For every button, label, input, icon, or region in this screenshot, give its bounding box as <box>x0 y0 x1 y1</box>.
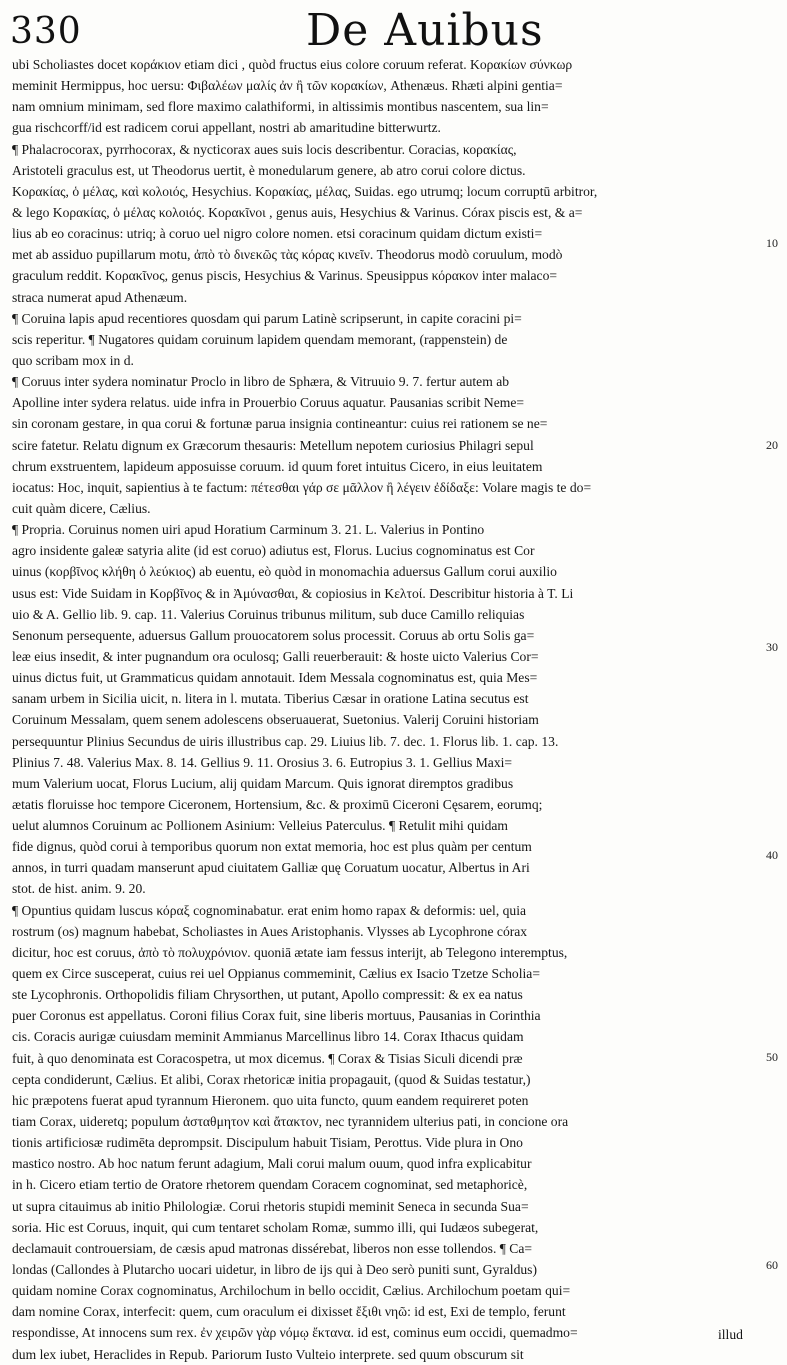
text-line: scis reperitur. ¶ Nugatores quidam coruinum lapidem quendam memorant, (rappenstein) de <box>12 331 508 347</box>
text-line: mum Valerium uocat, Florus Lucium, alij quidam Marcum. Quis ignorat diremptos gradibus <box>12 775 514 791</box>
text-line: tionis artificiosæ rudimēta deprompsit. Discipulum habuit Tisiam, Perottus. Vide plura in Ono <box>12 1135 523 1151</box>
text-line: straca numerat apud Athenæum. <box>12 289 188 305</box>
text-line: ¶ Propria. Coruinus nomen uiri apud Horatium Carminum 3. 21. L. Valerius in Pontino <box>12 522 485 538</box>
margin-line-number: 40 <box>766 848 778 862</box>
text-line: rostrum (os) magnum habebat, Scholiastes in Aues Aristophanis. Vlysses ab Lycophrone córax <box>12 923 528 939</box>
text-line: Apolline inter sydera relatus. uide infra in Prouerbio Coruus aquatur. Pausanias scribit Neme= <box>12 395 525 411</box>
text-line: stot. de hist. anim. 9. 20. <box>12 881 146 897</box>
text-line: dicitur, hoc est coruus, ἀπὸ τὸ πολυχρόνιον. quoniā ætate iam fessus interijt, ab Telegono interemptus, <box>12 944 568 960</box>
text-line: cuit quàm dicere, Cælius. <box>12 500 151 516</box>
text-line: cepta condiderunt, Cælius. Et alibi, Corax rhetoricæ initia propagauit, (quod & Suidas testatur,) <box>12 1071 531 1087</box>
margin-line-number: 50 <box>766 1050 778 1064</box>
text-line: cis. Coracis aurigæ cuiusdam meminit Ammianus Marcellinus libro 14. Corax Ithacus quidam <box>12 1029 524 1045</box>
text-line: graculum reddit. Κορακῖνος, genus piscis, Hesychius & Varinus. Speusippus κόρακον inter malaco= <box>12 268 558 284</box>
text-line: soria. Hic est Coruus, inquit, qui cum tentaret scholam Romæ, summo illi, qui Iudæos subegerat, <box>12 1219 539 1235</box>
text-body <box>12 54 764 1365</box>
margin-line-number: 20 <box>766 438 778 452</box>
text-line: Plinius 7. 48. Valerius Max. 8. 14. Gellius 9. 11. Orosius 3. 6. Eutropius 3. 1. Gellius Maxi= <box>12 754 513 770</box>
text-line: in h. Cicero etiam tertio de Oratore rhetorem quendam Coracem cognominat, sed metaphoricè, <box>12 1177 528 1193</box>
text-line: quem ex Circe susceperat, cuius rei uel Oppianus commeminit, Cælius ex Isacio Tzetze Scholia= <box>12 966 540 982</box>
text-line: fuit, à quo denominata est Coracospetra, ut mox dicemus. ¶ Corax & Tisias Siculi dicendi præ <box>12 1050 523 1066</box>
running-title: De Auibus <box>306 5 544 56</box>
text-line: quidam nomine Corax cognominatus, Archilochum in bello occidit, Cælius. Archilochum poetam qui= <box>12 1283 571 1299</box>
text-line: met ab assiduo pupillarum motu, ἀπὸ τὸ δινεκῶς τὰς κόρας κινεῖν. Theodorus modò coruulum, modò <box>12 247 563 263</box>
text-line: agro insidente galeæ satyria alite (id est coruo) adiutus est, Florus. Lucius cognominatus est Cor <box>12 543 535 559</box>
page-number: 330 <box>10 11 82 52</box>
text-line: Aristoteli graculus est, ut Theodorus uertit, è monedularum genere, ab atro corui colore dictus. <box>12 162 526 178</box>
text-line: dam nomine Corax, interfecit: quem, cum oraculum ei dixisset ἔξιθι νηῶ: id est, Exi de templo, ferunt <box>12 1304 566 1320</box>
text-line: uelut alumnos Coruinum ac Pollionem Asinium: Velleius Paterculus. ¶ Retulit mihi quidam <box>12 818 509 834</box>
text-line: Κορακίας, ὁ μέλας, καὶ κολοιός, Hesychius. Κορακίας, μέλας, Suidas. ego utrumq; locum corruptū arbitror, <box>12 183 598 199</box>
text-line: chrum exstruentem, lapideum apposuisse coruum. id quum foret intuitus Cicero, in eius leuitatem <box>12 458 543 474</box>
text-line: ¶ Phalacrocorax, pyrrhocorax, & nycticorax aues suis locis describentur. Coracias, κορακίας, <box>12 141 517 157</box>
text-line: uio & A. Gellio lib. 9. cap. 11. Valerius Coruinus tribunus militum, sub duce Camillo reliquias <box>12 606 525 622</box>
text-line: declamauit controuersiam, de cæsis apud matronas dissérebat, liberos non esse tollendos. ¶ Ca= <box>12 1240 533 1256</box>
text-line: ¶ Coruina lapis apud recentiores quosdam qui parum Latinè scripserunt, in capite coracini pi= <box>12 310 522 326</box>
text-line: sin coronam gestare, in qua corui & fortunæ parua insignia contineantur: cuius rei rationem se ne= <box>12 416 548 432</box>
text-line: usus est: Vide Suidam in Κορβῖνος & in Ἀμύνασθαι, & copiosius in Κελτοί. Describitur historia à T. Li <box>12 585 574 601</box>
text-line: uinus (κορβῖνος κλήθη ὁ λεύκιος) ab euentu, eò quòd in monomachia aduersus Gallum corui auxilio <box>12 564 557 580</box>
text-line: nam omnium minimam, sed flore maximo calathiformi, in altissimis montibus nascentem, sua lin= <box>12 99 549 115</box>
text-line: ut supra citauimus ab initio Philologiæ. Corui rhetoris stupidi meminit Seneca in secunda Sua= <box>12 1198 529 1214</box>
text-line: & lego Κορακίας, ὁ μέλας κολοιός. Κορακῖνοι , genus auis, Hesychius & Varinus. Córax piscis est, & a= <box>12 204 583 220</box>
text-line: scire fatetur. Relatu dignum ex Græcorum thesauris: Metellum nepotem curiosius Philagri sepul <box>12 437 534 453</box>
text-line: persequuntur Plinius Secundus de uiris illustribus cap. 29. Liuius lib. 7. dec. 1. Florus lib. 1. cap. 13. <box>12 733 559 749</box>
text-line: ste Lycophronis. Orthopolidis filiam Chrysorthen, ut putant, Apollo compressit: & ex ea natus <box>12 987 523 1003</box>
text-line: dum lex iubet, Heraclides in Repub. Pariorum Iusto Vulteio interprete. sed quum obscurum sit <box>12 1346 524 1362</box>
text-line: londas (Callondes à Plutarcho uocari uidetur, in libro de ijs qui à Deo serò puniti sunt, Gyraldus) <box>12 1262 537 1278</box>
text-line: meminit Hermippus, hoc uersu: Φιβαλέων μαλίς ἀν ἢ τῶν κορακίων, Athenæus. Rhæti alpini gentia= <box>12 78 563 94</box>
text-line: Coruinum Messalam, quem senem adolescens obseruauerat, Suetonius. Valerij Coruini historiam <box>12 712 539 728</box>
margin-line-number: 30 <box>766 640 778 654</box>
text-line: fide dignus, quòd corui à temporibus quorum non extat memoria, hoc est plus quàm per centum <box>12 839 532 855</box>
text-line: mastico nostro. Ab hoc natum ferunt adagium, Mali corui malum ouum, quod infra explicabitur <box>12 1156 532 1172</box>
text-line: annos, in turri quadam manserunt apud ciuitatem Galliæ quę Coruatum uocatur, Albertus in Ari <box>12 860 530 876</box>
text-line: quo scribam mox in d. <box>12 352 134 368</box>
text-line: puer Coronus est appellatus. Coroni filius Corax fuit, sine liberis mortuus, Pausanias in Corinthia <box>12 1008 541 1024</box>
text-line: ¶ Opuntius quidam luscus κόραξ cognominabatur. erat enim homo rapax & deformis: uel, quia <box>12 902 527 918</box>
page-header <box>6 6 776 58</box>
margin-line-number: 60 <box>766 1258 778 1272</box>
text-line: uinus dictus fuit, ut Grammaticus quidam annotauit. Idem Messala cognominatus est, quia Mes= <box>12 670 538 686</box>
text-line: tiam Corax, uideretq; populum ἀσταθμητον καὶ ἄτακτον, nec tyrannidem ulterius pati, in concione ora <box>12 1114 569 1130</box>
text-line: gua rischcorff/id est radicem corui appellant, nostri ab amaritudine bitterwurtz. <box>12 120 441 136</box>
text-line: Senonum persequente, aduersus Gallum prouocatorem solus processit. Coruus ab ortu Solis ga= <box>12 627 535 643</box>
text-line: iocatus: Hoc, inquit, sapientius à te factum: πέτεσθαι γάρ σε μᾶλλον ἢ λέγειν ἐδίδαξε: Volare magis te do= <box>12 479 592 495</box>
text-line: respondisse, At innocens sum rex. ἐν χειρῶν γὰρ νόμῳ ἔκτανα. id est, cominus eum occidi, quemadmo= <box>12 1325 578 1341</box>
text-line: ¶ Coruus inter sydera nominatur Proclo in libro de Sphæra, & Vitruuio 9. 7. fertur autem ab <box>12 374 510 390</box>
text-line: hic præpotens fuerat apud tyrannum Hieronem. quo uita functo, quum eandem requireret poten <box>12 1092 529 1108</box>
text-line: ubi Scholiastes docet κοράκιον etiam dici , quòd fructus eius colore coruum referat. Κορακίων σύνκωρ <box>12 57 573 72</box>
text-line: sanam urbem in Sicilia uicit, n. litera in l. mutata. Tiberius Cæsar in oratione Latina secutus est <box>12 691 529 707</box>
catchword: illud <box>718 1327 743 1342</box>
text-line: lius ab eo coracinus: utriq; à coruo uel nigro colore nomen. etsi coracinum quidam dictum existi= <box>12 226 543 242</box>
text-line: ætatis floruisse hoc tempore Ciceronem, Hortensium, &c. & proximū Ciceroni Cęsarem, eorumq; <box>12 796 543 812</box>
margin-line-number: 10 <box>766 236 778 250</box>
text-line: leæ eius insedit, & inter pugnandum ora oculosq; Galli reuerberauit: & hoste uicto Valerius Cor= <box>12 648 539 664</box>
